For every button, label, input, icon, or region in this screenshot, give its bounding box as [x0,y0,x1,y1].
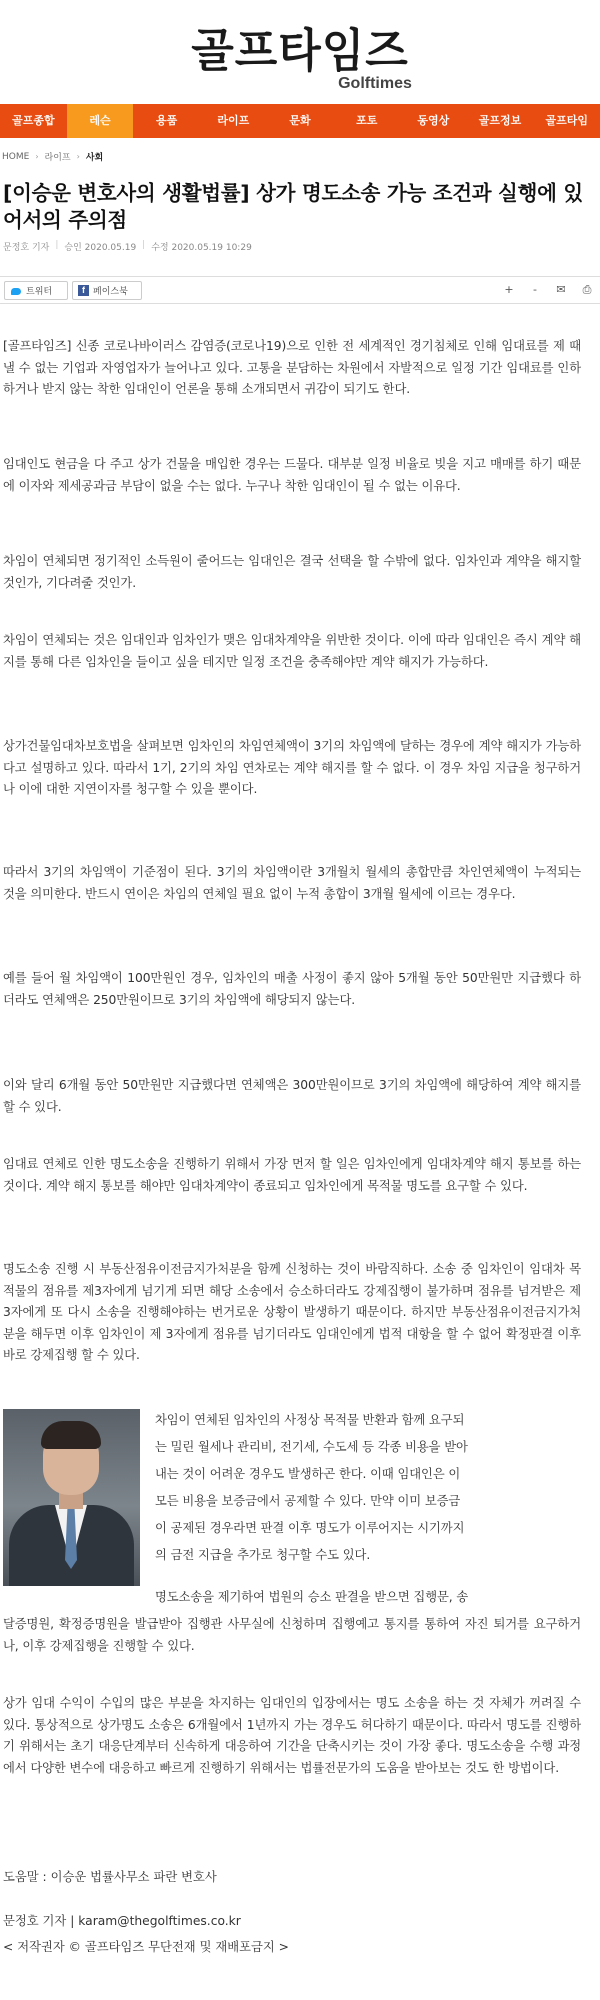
article-title: [이승운 변호사의 생활법률] 상가 명도소송 가능 조건과 실행에 있어서의 주의점 [3,181,583,232]
paragraph-12-rest: 달증명원, 확정증명원을 발급받아 집행관 사무실에 신청하며 집행예고 통지를 통하여 자진 퇴거를 요구하거나, 이후 강제집행을 진행할 수 있다. [3,1617,581,1653]
paragraph-8: 이와 달리 6개월 동안 50만원만 지급했다면 연체액은 300만원이므로 3기의 차임액에 해당하여 계약 해지를 할 수 있다. [3,1078,581,1114]
paragraph-10: 명도소송 진행 시 부동산점유이전금지가처분을 함께 신청하는 것이 바람직하다. 소송 중 임차인이 임대차 목적물의 점유를 제3자에게 넘기게 되면 해당 소송에서 승소하더라도 강제집행이 불가하며 점유를 넘겨받은 제3자에게 또 다시 소송을 진행해야하는 번거로운 상황이 발생하기 때문이다. 하지만 부동산점유이전금지가처분을 해두면 이후 임차인이 제 3자에게 점유를 넘기더라도 임대인에게 법적 대항을 할 수 없어 확정판결 이후 바로 강제집행 할 수 있다. [3,1262,581,1362]
breadcrumb [2,150,103,163]
help-credit: 도움말 : 이승운 법률사무소 파란 변호사 [3,1870,217,1884]
photo-paragraph-line-2: 는 밀린 월세나 관리비, 전기세, 수도세 등 각종 비용을 받아 [155,1440,468,1454]
article-tools [502,283,594,297]
main-nav [0,104,600,138]
closing-paragraph: 상가 임대 수익이 수입의 많은 부분을 차지하는 임대인의 입장에서는 명도 소송을 하는 것 자체가 꺼려질 수 있다. 통상적으로 상가명도 소송은 6개월에서 1년까지 가는 경우도 허다하기 때문이다. 따라서 명도를 진행하기 위해서는 초기 대응단계부터 신속하게 대응하여 기간을 단축시키는 것이 가장 좋다. 명도소송을 수행 과정에서 다양한 변수에 대응하고 빠르게 진행하기 위해서는 법률전문가의 도움을 받아보는 것도 한 방법이다. [3,1696,581,1775]
photo-paragraph-line-5: 이 공제된 경우라면 판결 이후 명도가 이루어지는 시기까지 [155,1521,465,1535]
nav-item-golftime[interactable]: 골프타임 [545,114,588,127]
facebook-icon: f [78,285,89,296]
byline: 문정호 기자 | karam@thegolftimes.co.kr [3,1914,241,1928]
print-icon[interactable]: ⎙ [582,283,592,296]
nav-item-golf[interactable]: 골프종합 [12,114,55,127]
share-bar [0,276,600,304]
paragraph-2: 임대인도 현금을 다 주고 상가 건물을 매입한 경우는 드물다. 대부분 일정 비율로 빚을 지고 매매를 하기 때문에 이자와 제세공과금 부담이 없을 수는 없다. 누구나 착한 임대인이 될 수 없는 이유다. [3,457,581,493]
nav-item-info[interactable]: 골프정보 [478,114,522,127]
twitter-share-button[interactable] [4,281,68,300]
email-icon[interactable]: ✉ [556,283,566,296]
logo-english: Golftimes [338,75,412,92]
nav-item-gear[interactable]: 용품 [156,114,178,127]
article-published: 승인 2020.05.19 [64,243,137,253]
photo-paragraph-line-1: 차임이 연체된 임차인의 사정상 목적물 반환과 함께 요구되 [155,1413,465,1427]
paragraph-7: 예를 들어 월 차임액이 100만원인 경우, 임차인의 매출 사정이 좋지 않아 5개월 동안 50만원만 지급했다 하더라도 연체액은 250만원이므로 3기의 차임액에 해당되지 않는다. [3,971,581,1007]
font-increase-icon[interactable]: + [504,283,514,296]
nav-item-culture[interactable]: 문화 [289,114,311,127]
article-meta: 문정호 기자 | 승인 2020.05.19 | 수정 2020.05.19 10:29 [3,240,252,253]
paragraph-5: 상가건물임대차보호법을 살펴보면 임차인의 차임연체액이 3기의 차임액에 달하는 경우에 계약 해지가 가능하다고 설명하고 있다. 따라서 1기, 2기의 차임 연차로는 계약 해지를 할 수 없다. 이 경우 차임 지급을 청구하거나 이에 대한 지연이자를 청구할 수 있을 뿐이다. [3,739,581,796]
copyright-notice: < 저작권자 © 골프타임즈 무단전재 및 재배포금지 > [3,1940,289,1954]
paragraph-12-first-line: 명도소송을 제기하여 법원의 승소 판결을 받으면 집행문, 송 [155,1590,469,1604]
paragraph-4: 차임이 연체되는 것은 임대인과 임차인가 맺은 임대차계약을 위반한 것이다. 이에 따라 임대인은 즉시 계약 해지를 통해 다른 임차인을 들이고 싶을 테지만 일정 조건을 충족해야만 계약 해지가 가능하다. [3,633,581,669]
article-modified: 수정 2020.05.19 10:29 [151,243,252,253]
photo-paragraph-line-4: 모든 비용을 보증금에서 공제할 수 있다. 만약 이미 보증금 [155,1494,461,1508]
paragraph-9: 임대료 연체로 인한 명도소송을 진행하기 위해서 가장 먼저 할 일은 임차인에게 임대차계약 해지 통보를 하는 것이다. 계약 해지 통보를 해야만 임대차계약이 종료되고 임차인에게 목적물 명도를 요구할 수 있다. [3,1157,581,1193]
chevron-right-icon: › [76,152,80,161]
breadcrumb-home[interactable]: HOME [2,151,30,162]
chevron-right-icon: › [35,152,39,161]
paragraph-6: 따라서 3기의 차임액이 기준점이 된다. 3기의 차임액이란 3개월치 월세의 총합만큼 차인연체액이 누적되는 것을 의미한다. 반드시 연이은 차임의 연체일 필요 없이 누적 총합이 3개월 월세에 이르는 경우다. [3,865,581,901]
breadcrumb-section[interactable]: 라이프 [44,153,71,163]
facebook-label: 페이스북 [93,287,128,297]
nav-item-lesson[interactable]: 레슨 [67,104,134,138]
paragraph-3: 차임이 연체되면 정기적인 소득원이 줄어드는 임대인은 결국 선택을 할 수밖에 없다. 임차인과 계약을 해지할 것인가, 기다려줄 것인가. [3,554,581,590]
twitter-label: 트위터 [26,287,53,297]
twitter-icon [10,286,22,296]
article-author: 문정호 기자 [3,243,50,253]
logo-korean: 골프타임즈 [191,24,409,79]
paragraph-1: [골프타임즈] 신종 코로나바이러스 감염증(코로나19)으로 인한 전 세계적인 경기침체로 인해 임대료를 제 때 낼 수 없는 기업과 자영업자가 늘어나고 있다. 고통을 분담하는 차원에서 자발적으로 일정 기간 임대료를 인하하거나 받지 않는 착한 임대인이 언론을 통해 소개되면서 귀감이 되기도 한다. [3,339,581,396]
nav-item-life[interactable]: 라이프 [217,114,250,127]
photo-paragraph-line-6: 의 금전 지급을 추가로 청구할 수도 있다. [155,1548,371,1562]
facebook-share-button[interactable] [72,281,142,300]
photo-paragraph-line-3: 내는 것이 어려운 경우도 발생하곤 한다. 이때 임대인은 이 [155,1467,461,1481]
author-photo [3,1409,140,1586]
font-decrease-icon[interactable]: - [533,283,537,296]
nav-item-video[interactable]: 동영상 [417,114,450,127]
breadcrumb-current[interactable]: 사회 [85,153,104,163]
nav-item-photo[interactable]: 포토 [356,114,378,127]
site-logo[interactable] [0,24,600,98]
